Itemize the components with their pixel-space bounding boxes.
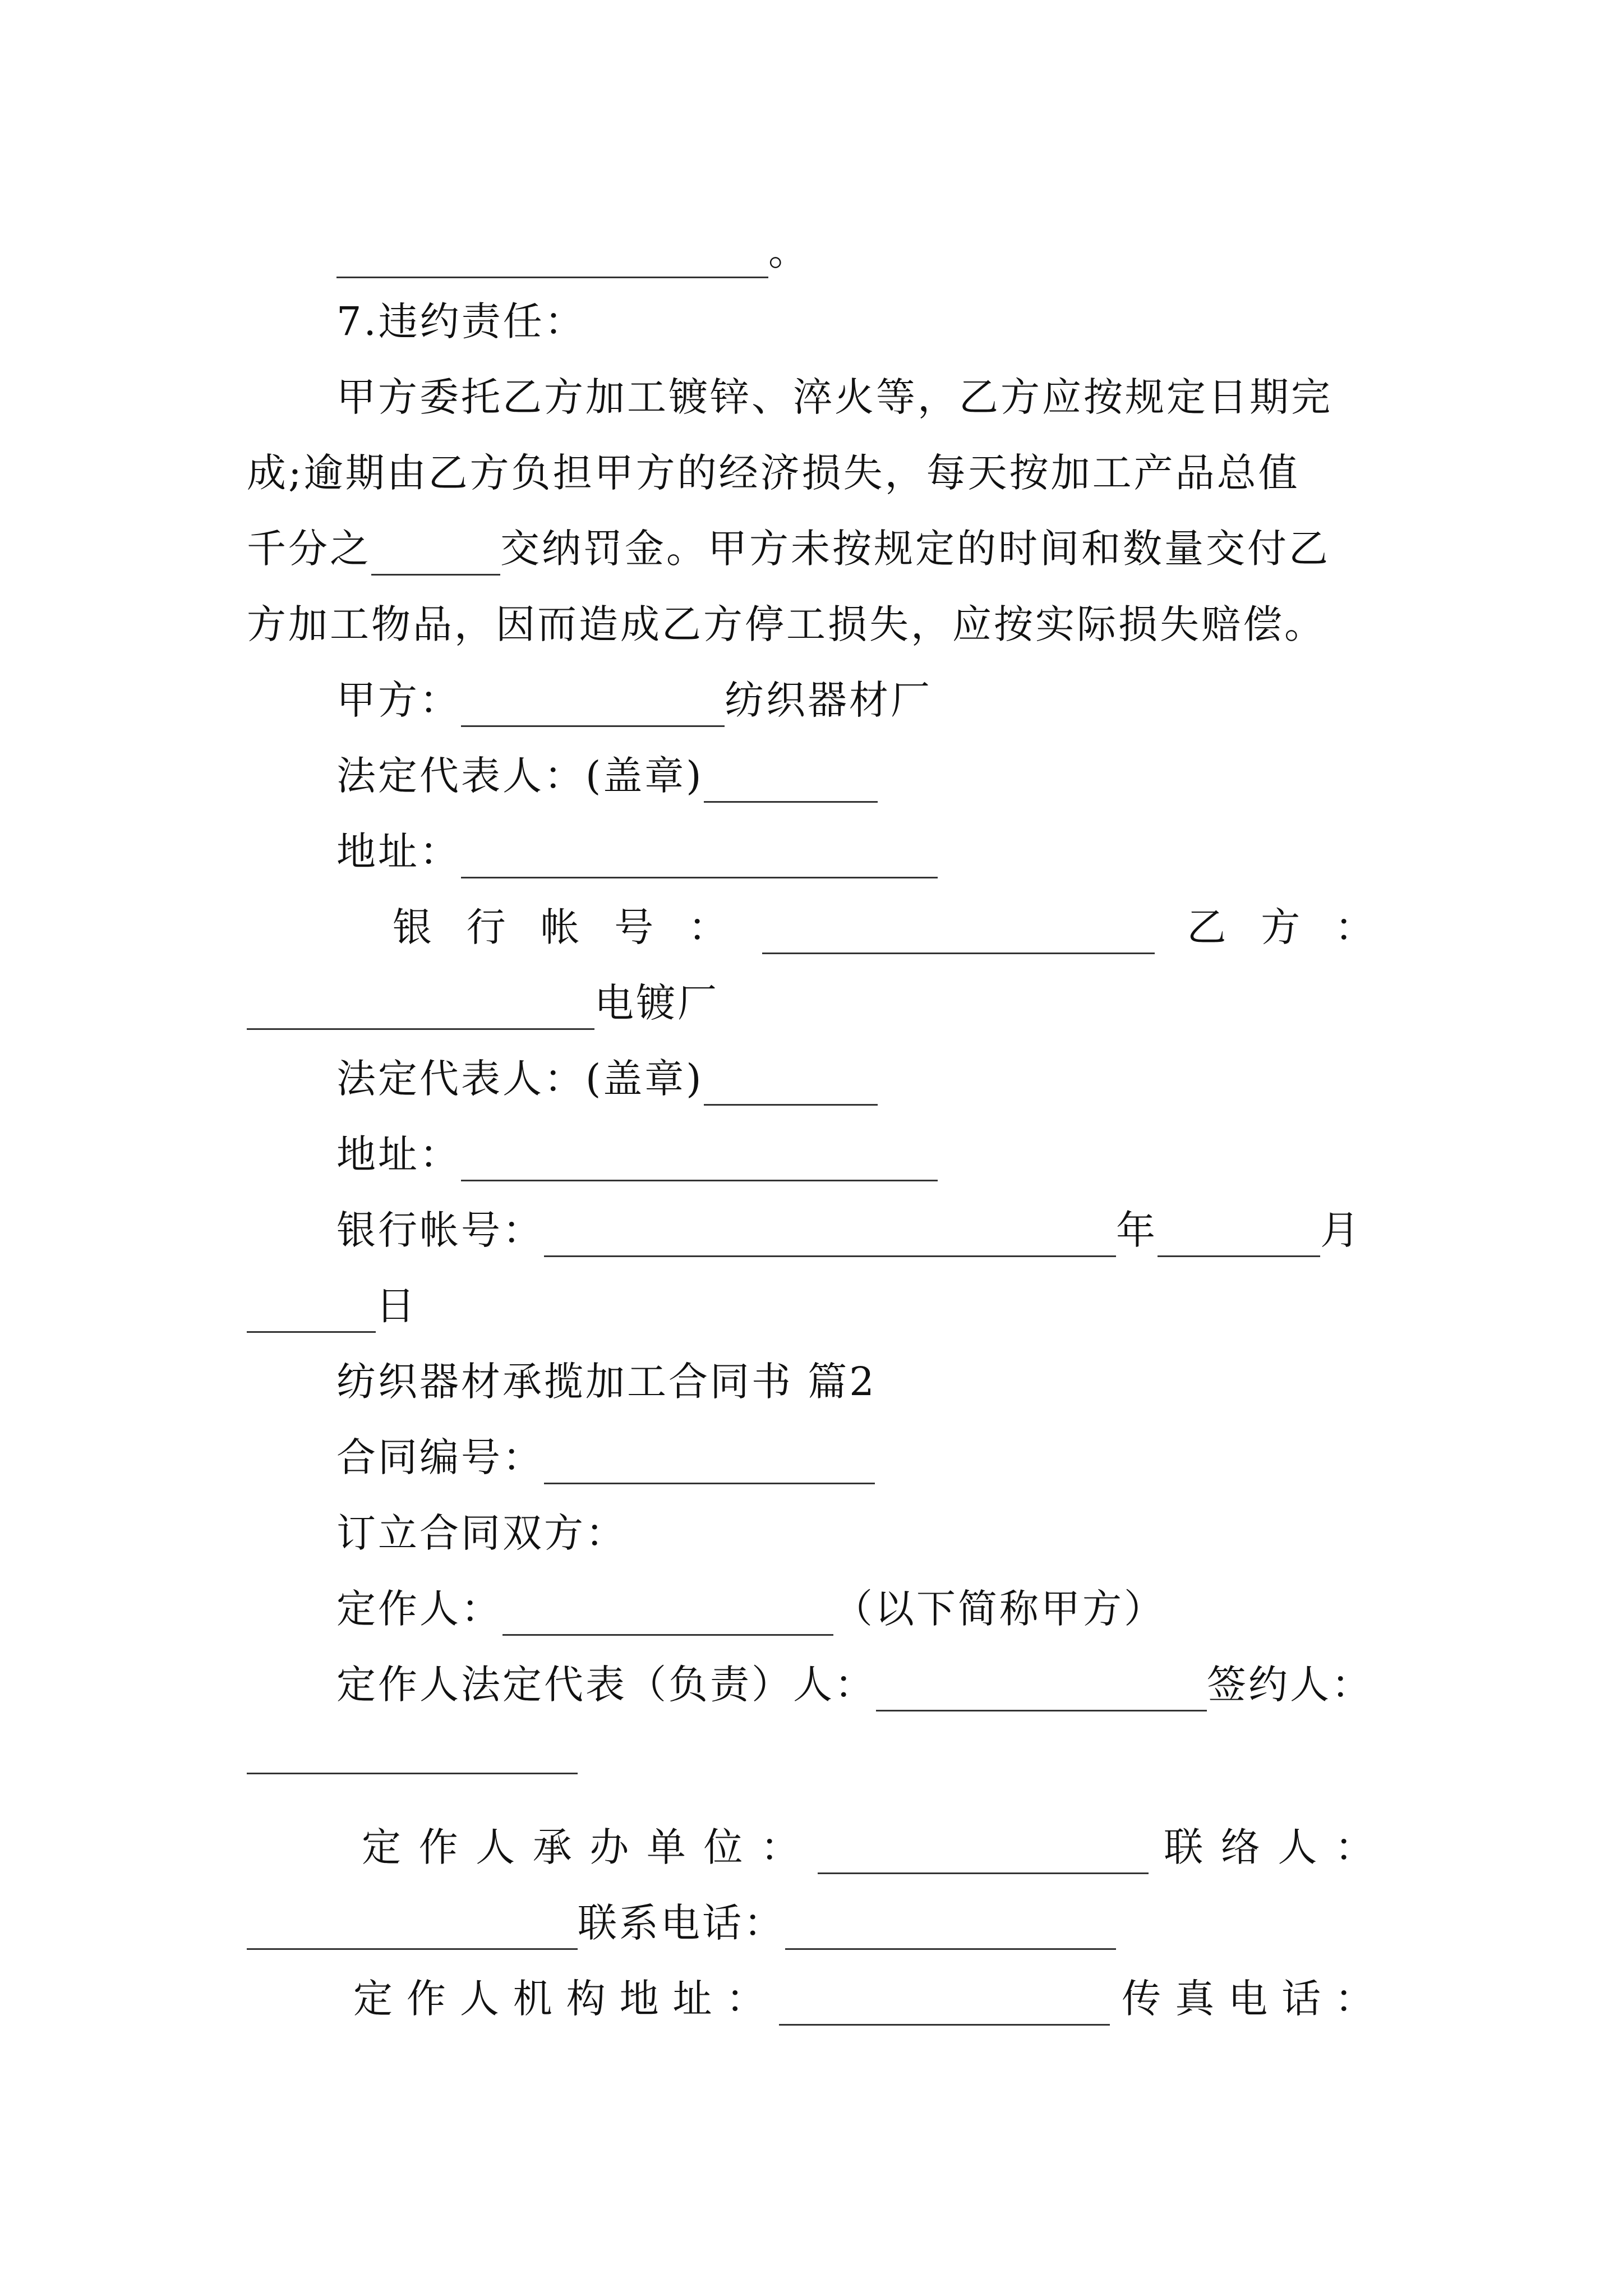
signer-blank-line [247,1733,578,1774]
address-line-2 [336,1128,938,1181]
para1-line1: 甲方委托乙方加工镀锌、淬火等，乙方应按规定日期完 [336,374,1332,420]
bank-char: 帐 [540,904,582,950]
party-b-suffix: 电镀厂 [594,980,719,1026]
bank-char: 行 [466,904,508,950]
fax-char: ： [1334,1976,1376,2022]
contractor-line [336,1582,1165,1636]
blank-field [461,686,725,727]
unit-char: ： [760,1824,803,1870]
org-addr-char: 作 [406,1976,448,2022]
blank-field [247,1909,578,1950]
para1-line3-end: 交纳罚金。甲方未按规定的时间和数量交付乙 [500,526,1330,572]
unit-char: 位 [703,1824,745,1870]
org-addr-char: 地 [619,1976,661,2022]
fax-char: 传 [1122,1976,1164,2022]
blank-field [247,1733,578,1774]
blank-field [762,913,1155,954]
fax-char: 话 [1281,1976,1324,2022]
bank-char: 银 [393,904,434,950]
blank-field [461,1140,938,1181]
party-a-line [336,673,932,727]
blank-field [704,1065,878,1106]
blank-field [785,1909,1116,1950]
blank-field [1158,1216,1320,1257]
org-addr-char: 人 [459,1976,501,2022]
unit-char: 人 [476,1824,518,1870]
blank-field [544,1443,875,1484]
blank-field [704,762,878,803]
bank-char: 号 [614,904,656,950]
blank-field [544,1216,1116,1257]
unit-char: 作 [418,1824,460,1870]
unit-liaison-line [362,1820,1376,1874]
party-b-line [247,976,719,1030]
para1-line2: 成;逾期由乙方负担甲方的经济损失，每天按加工产品总值 [247,450,1300,496]
liaison-char: 联 [1164,1824,1206,1870]
org-addr-char: ： [726,1976,768,2022]
bank-char: ： [688,904,730,950]
contract-no-line [336,1430,875,1484]
legal-rep-label: 法定代表人：(盖章) [336,1056,704,1102]
org-addr-char: 址 [672,1976,714,2022]
blank-field [779,1985,1110,2026]
unit-char: 承 [532,1824,574,1870]
blank-field [247,989,594,1030]
blank-field [818,1833,1149,1874]
signer-label: 签约人： [1207,1662,1373,1708]
party-b-char: 乙 [1187,904,1229,950]
contract-2-title: 纺织器材承揽加工合同书 篇2 [336,1359,877,1405]
unit-char: 单 [646,1824,688,1870]
liaison-char: 络 [1220,1824,1262,1870]
party-b-char: ： [1335,904,1376,950]
liaison-char: 人 [1278,1824,1320,1870]
org-addr-char: 构 [566,1976,608,2022]
parties-label: 订立合同双方： [336,1510,627,1556]
contractor-rep-line [336,1658,1373,1711]
para1-line3 [247,522,1330,576]
blank-field [247,1292,376,1333]
contractor-suffix: （以下简称甲方） [833,1586,1165,1632]
fax-char: 电 [1228,1976,1270,2022]
doc-line-top [336,224,810,278]
legal-rep-label: 法定代表人：(盖章) [336,753,704,799]
party-a-suffix: 纺织器材厂 [725,677,932,723]
party-b-char: 方 [1261,904,1303,950]
phone-label: 联系电话： [578,1900,785,1946]
bank-date-line [336,1203,1362,1257]
unit-char: 定 [362,1824,403,1870]
para1-line4: 方加工物品，因而造成乙方停工损失，应按实际损失赔偿。 [247,601,1326,647]
fax-char: 真 [1175,1976,1217,2022]
month-label: 月 [1320,1207,1362,1253]
org-addr-char: 定 [353,1976,395,2022]
bank-partyb-line [393,900,1376,954]
day-line [247,1279,417,1333]
contract-no-label: 合同编号： [336,1434,544,1480]
legal-rep-line-2 [336,1052,878,1106]
period-mark: 。 [768,228,810,274]
bank-label: 银行帐号： [336,1207,544,1253]
blank-field [336,237,768,278]
section-7-title: 7.违约责任： [336,298,586,344]
liaison-char: ： [1334,1824,1376,1870]
day-label: 日 [376,1283,417,1329]
blank-field [876,1671,1207,1711]
contractor-rep-label: 定作人法定代表（负责）人： [336,1662,876,1708]
blank-field [461,838,938,878]
contractor-label: 定作人： [336,1586,502,1632]
unit-char: 办 [589,1824,631,1870]
address-line [336,825,938,878]
blank-field [502,1595,833,1636]
address-label: 地址： [336,1131,461,1177]
para1-line3-start: 千分之 [247,526,371,572]
address-label: 地址： [336,829,461,875]
org-addr-fax-line [353,1972,1376,2026]
org-addr-char: 机 [513,1976,555,2022]
year-label: 年 [1116,1207,1158,1253]
legal-rep-line [336,749,878,803]
party-a-label: 甲方： [336,677,461,723]
phone-line [247,1896,1116,1950]
blank-field [371,535,500,576]
